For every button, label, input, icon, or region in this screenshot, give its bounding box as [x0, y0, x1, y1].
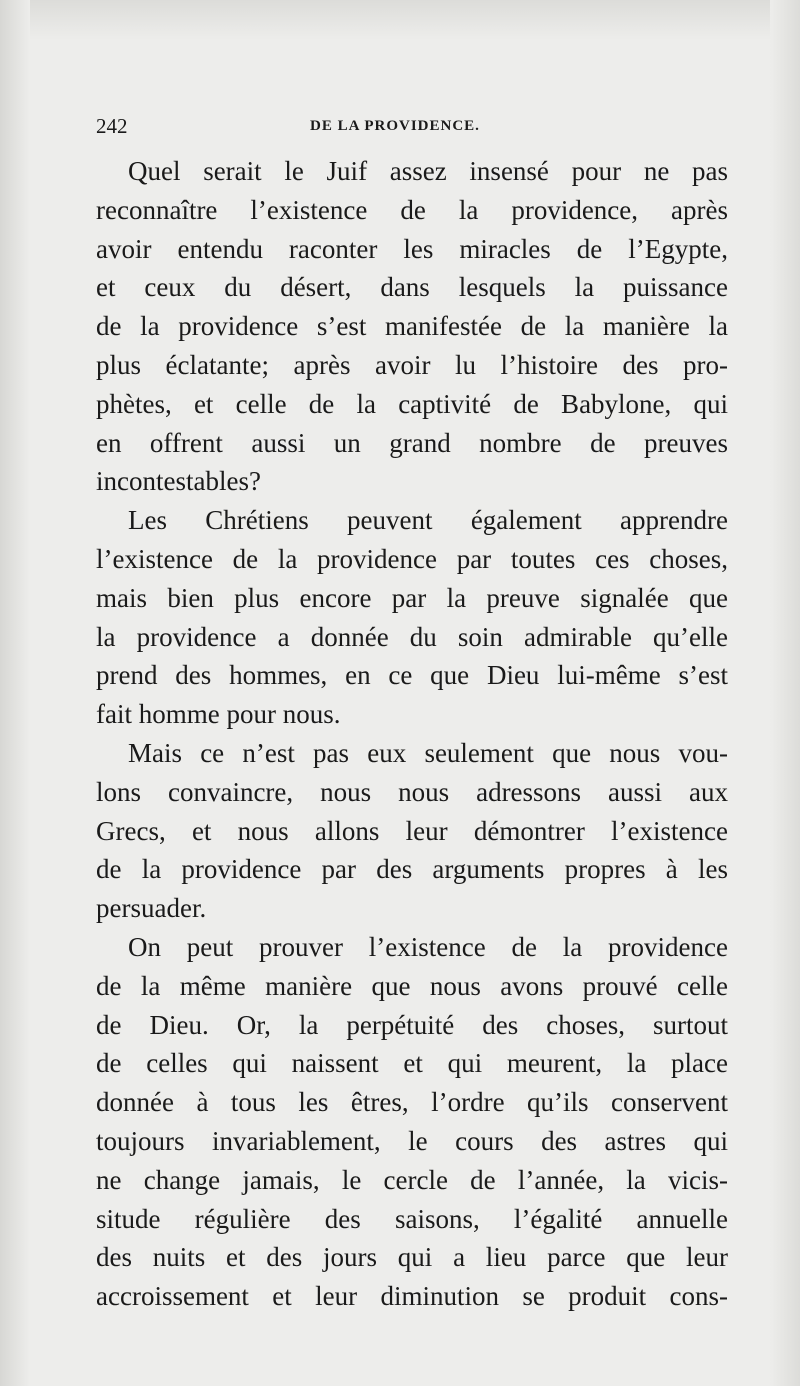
scan-edge-top — [0, 0, 800, 40]
text-line: de Dieu. Or, la perpétuité des choses, surtout — [96, 1009, 728, 1040]
text-line: On peut prouver l’existence de la providence — [128, 931, 728, 962]
paragraph-2 — [96, 501, 728, 734]
text-line: reconnaître l’existence de la providence, après — [96, 194, 728, 225]
text-line: toujours invariablement, le cours des astres qui — [96, 1125, 728, 1156]
text-line: incontestables? — [96, 466, 261, 497]
text-line: Quel serait le Juif assez insensé pour ne pas — [128, 156, 728, 186]
text-line: de la providence par des arguments propres à les — [96, 854, 728, 885]
text-line: mais bien plus encore par la preuve signalée que — [96, 582, 728, 613]
text-line: avoir entendu raconter les miracles de l’Egypte, — [96, 233, 728, 264]
page-header — [96, 108, 728, 148]
text-line: de la providence s’est manifestée de la manière la — [96, 311, 728, 342]
text-line: Grecs, et nous allons leur démontrer l’existence — [96, 815, 728, 846]
text-line: situde régulière des saisons, l’égalité annuelle — [96, 1203, 728, 1234]
text-line: l’existence de la providence par toutes ces choses, — [96, 543, 728, 574]
text-line: et ceux du désert, dans lesquels la puissance — [96, 272, 728, 303]
book-page — [96, 108, 728, 1316]
text-line: Mais ce n’est pas eux seulement que nous vou- — [128, 737, 728, 768]
paragraph-1 — [96, 152, 728, 501]
text-line: accroissement et leur diminution se produit cons- — [96, 1281, 728, 1312]
scan-edge-left — [0, 0, 30, 1386]
text-line: la providence a donnée du soin admirable qu’elle — [96, 621, 728, 652]
text-line: lons convaincre, nous nous adressons aussi aux — [96, 776, 728, 807]
text-line: de celles qui naissent et qui meurent, la place — [96, 1048, 728, 1079]
paragraph-3 — [96, 734, 728, 928]
text-line: plus éclatante; après avoir lu l’histoire des pro- — [96, 349, 728, 380]
text-line: en offrent aussi un grand nombre de preuves — [96, 427, 728, 458]
paragraph-4 — [96, 928, 728, 1316]
page-number: 242 — [96, 114, 128, 138]
text-line: fait homme pour nous. — [96, 699, 341, 730]
text-line: ne change jamais, le cercle de l’année, la vicis- — [96, 1164, 728, 1195]
scan-edge-right — [770, 0, 800, 1386]
text-line: persuader. — [96, 893, 207, 924]
running-title: DE LA PROVIDENCE. — [310, 118, 480, 134]
text-line: prend des hommes, en ce que Dieu lui-même s’est — [96, 660, 728, 691]
text-line: des nuits et des jours qui a lieu parce que leur — [96, 1242, 728, 1273]
text-line: de la même manière que nous avons prouvé celle — [96, 970, 728, 1001]
body-text — [96, 152, 728, 1316]
text-line: Les Chrétiens peuvent également apprendre — [128, 505, 728, 536]
text-line: donnée à tous les êtres, l’ordre qu’ils conservent — [96, 1087, 728, 1118]
text-line: phètes, et celle de la captivité de Babylone, qui — [96, 388, 728, 419]
